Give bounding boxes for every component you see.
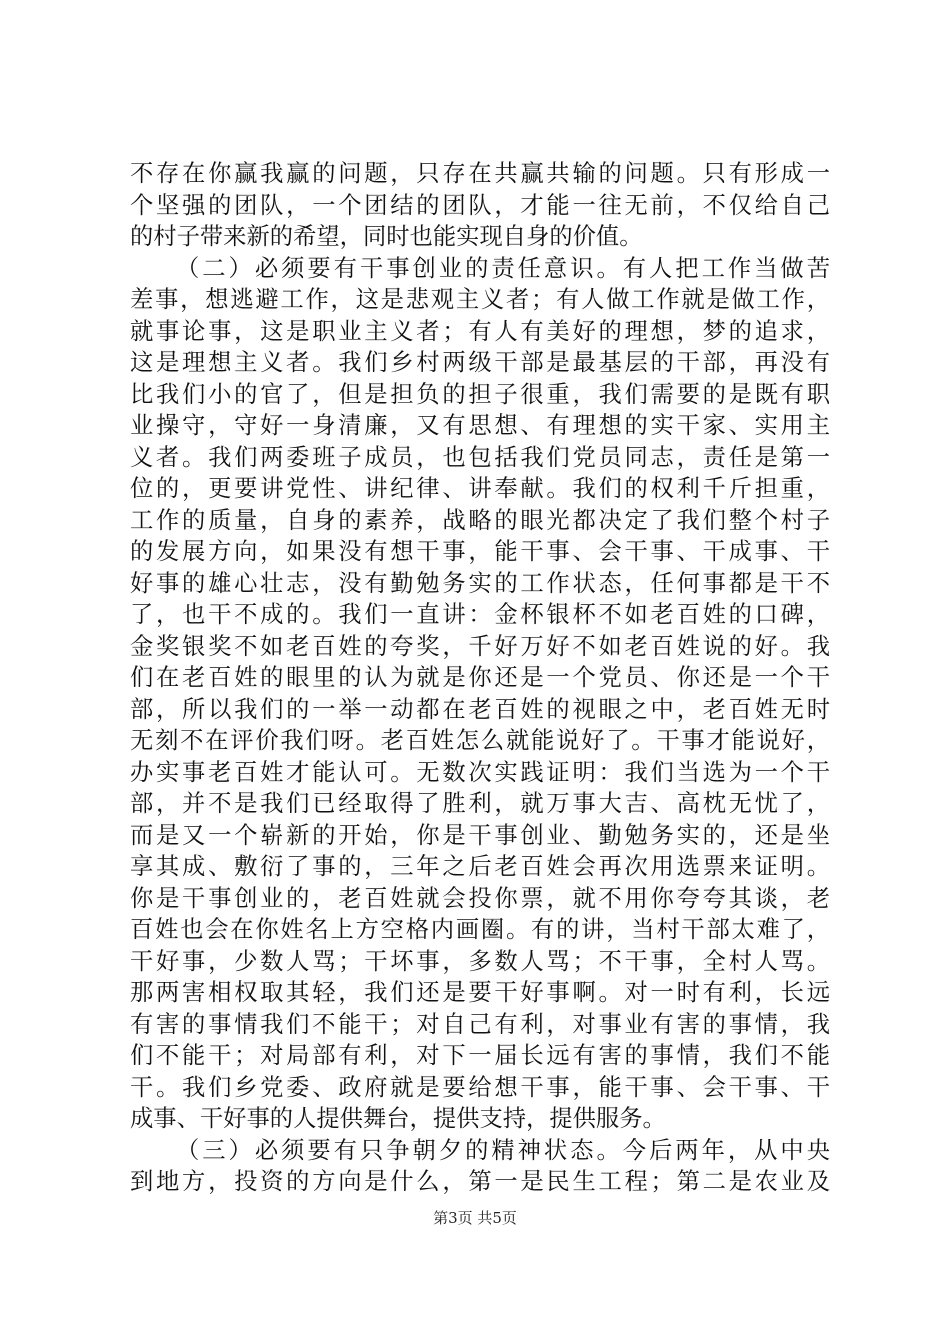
text-line: 的发展方向，如果没有想干事，能干事、会干事、干成事、干 — [130, 538, 830, 565]
text-line: 享其成、敷衍了事的，三年之后老百姓会再次用选票来证明。 — [130, 853, 830, 880]
text-line: 办实事老百姓才能认可。无数次实践证明：我们当选为一个干 — [130, 758, 830, 786]
text-line: 业操守，守好一身清廉，又有思想、有理想的实干家、实用主 — [130, 412, 830, 439]
text-line: 好事的雄心壮志，没有勤勉务实的工作状态，任何事都是干不 — [130, 569, 830, 597]
paragraph-heading-2: （二）必须要有干事创业的责任意识。有人把工作当做苦 — [176, 254, 830, 282]
text-line: 位的，更要讲党性、讲纪律、讲奉献。我们的权利千斤担重， — [130, 475, 830, 502]
text-line: 们在老百姓的眼里的认为就是你还是一个党员、你还是一个干 — [130, 664, 830, 691]
text-line: 部，并不是我们已经取得了胜利，就万事大吉、高枕无忧了， — [130, 790, 830, 817]
text-line: 这是理想主义者。我们乡村两级干部是最基层的干部，再没有 — [130, 349, 830, 376]
text-line: 那两害相权取其轻，我们还是要干好事啊。对一时有利，长远 — [130, 979, 830, 1006]
text-line: 就事论事，这是职业主义者；有人有美好的理想，梦的追求， — [130, 317, 830, 345]
text-line: 部，所以我们的一举一动都在老百姓的视眼之中，老百姓无时 — [130, 695, 830, 723]
text-line: 成事、干好事的人提供舞台，提供支持，提供服务。 — [130, 1105, 666, 1132]
text-line: 你是干事创业的，老百姓就会投你票，就不用你夸夸其谈，老 — [130, 884, 830, 912]
text-line: 了，也干不成的。我们一直讲：金杯银杯不如老百姓的口碑， — [130, 601, 830, 628]
paragraph-heading-3: （三）必须要有只争朝夕的精神状态。今后两年，从中央 — [176, 1136, 830, 1164]
text-line: 金奖银奖不如老百姓的夸奖，千好万好不如老百姓说的好。我 — [130, 632, 830, 660]
text-line: 无刻不在评价我们呀。老百姓怎么就能说好了。干事才能说好， — [130, 727, 830, 754]
text-line: 工作的质量，自身的素养，战略的眼光都决定了我们整个村子 — [130, 506, 830, 534]
text-line: 百姓也会在你姓名上方空格内画圈。有的讲，当村干部太难了， — [130, 916, 830, 943]
text-line: 的村子带来新的希望，同时也能实现自身的价值。 — [130, 223, 643, 250]
text-line: 比我们小的官了，但是担负的担子很重，我们需要的是既有职 — [130, 380, 830, 408]
page-footer — [0, 1208, 950, 1228]
text-line: 个坚强的团队，一个团结的团队，才能一往无前，不仅给自己 — [130, 191, 830, 219]
text-line: 到地方，投资的方向是什么，第一是民生工程；第二是农业及 — [130, 1168, 830, 1195]
text-line: 差事，想逃避工作，这是悲观主义者；有人做工作就是做工作， — [130, 286, 830, 313]
text-line: 有害的事情我们不能干；对自己有利，对事业有害的事情，我 — [130, 1010, 830, 1038]
body-text — [130, 158, 830, 1198]
text-line: 干好事，少数人骂；干坏事，多数人骂；不干事，全村人骂。 — [130, 947, 830, 975]
text-line: 们不能干；对局部有利，对下一届长远有害的事情，我们不能 — [130, 1042, 830, 1069]
text-line: 不存在你赢我赢的问题，只存在共赢共输的问题。只有形成一 — [130, 160, 830, 187]
page-number-label: 第3页 共5页 — [433, 1209, 517, 1227]
text-line: 而是又一个崭新的开始，你是干事创业、勤勉务实的，还是坐 — [130, 821, 830, 849]
text-line: 义者。我们两委班子成员，也包括我们党员同志，责任是第一 — [130, 443, 830, 471]
text-line: 干。我们乡党委、政府就是要给想干事，能干事、会干事、干 — [130, 1073, 830, 1101]
